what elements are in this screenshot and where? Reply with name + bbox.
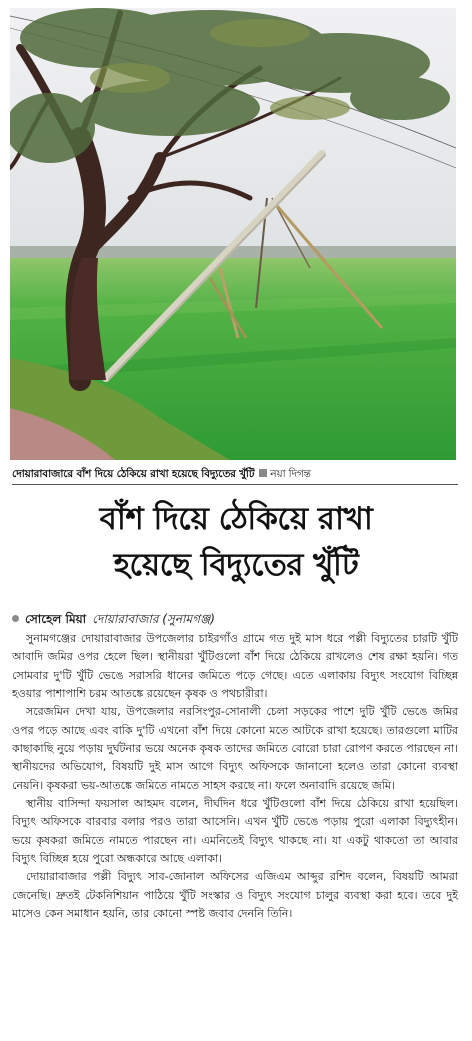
- headline-line: হয়েছে বিদ্যুতের খুঁটি: [113, 547, 359, 583]
- paragraph: স্থানীয় বাসিন্দা ফয়সাল আহমদ বলেন, দীর্ঘদিন ধরে খুঁটিগুলো বাঁশ দিয়ে ঠেকিয়ে রাখা হয়েছিল। বিদ্যুৎ অফিসকে বারবার বলার পরও তারা আসেনি। এখন খুঁটি ভেঙে পড়ায় পুরো এলাকা বিদ্যুৎহীন। ভয়ে কৃষকরা জমিতে নামতে পারছেন না। এমনিতেই বিদ্যুৎ থাকছে না। যা একটু থাকতো তা আবার বিদ্যুৎ বিচ্ছিন্ন হয়ে পুরো অন্ধকারে আছে এলাকা।: [12, 797, 458, 866]
- dateline: দোয়ারাবাজার (সুনামগঞ্জ): [92, 612, 215, 626]
- article-body: [12, 630, 458, 924]
- paragraph: সরেজমিন দেখা যায়, উপজেলার নরসিংপুর-সোনালী চেলা সড়কের পাশে দুটি খুঁটি ভেঙে জমির ওপর পড়ে আছে এবং বাকি দু'টি এখনো বাঁশ দিয়ে কোনো মতে আটকে রাখা হয়েছে। তারগুলো মাটির কাছাকাছি নুয়ে পড়ায় দুর্ঘটনার ভয়ে অনেক কৃষক তাদের জমিতে বোরো চারা রোপণ করতে পারছেন না। স্থানীয়দের অভিযোগ, বিষয়টি দুই মাস আগে বিদ্যুৎ অফিসকে জানানো হলেও তারা কোনো ব্যবস্থা নেয়নি। কৃষকরা ভয়-আতঙ্কে জমিতে নামতে সাহস করছে না। ফলে অনাবাদি রয়েছে জমি।: [12, 705, 458, 792]
- news-photo: [10, 8, 456, 460]
- paragraph: সুনামগঞ্জের দোয়ারাবাজার উপজেলার চাইরগাঁও গ্রামে গত দুই মাস ধরে পল্লী বিদ্যুতের চারটি খুঁটি আবাদি জমির ওপর হেলে ছিল। স্থানীয়রা খুঁটিগুলো বাঁশ দিয়ে ঠেকিয়ে রাখলেও শেষ রক্ষা হয়নি। গত সোমবার দু'টি খুঁটি ভেঙে সরাসরি ধানের জমিতে পড়ে গেছে। এতে এলাকায় বিদ্যুৎ সংযোগ বিচ্ছিন্ন হওয়ার পাশাপাশি চরম আতঙ্কে রয়েছেন কৃষক ও পথচারীরা।: [12, 632, 458, 701]
- author-name: সোহেল মিয়া: [25, 612, 87, 626]
- divider: [12, 484, 458, 485]
- bullet-icon: [12, 615, 19, 622]
- caption-text: দোয়ারাবাজারে বাঁশ দিয়ে ঠেকিয়ে রাখা হয়েছে বিদ্যুতের খুঁটি: [12, 468, 255, 480]
- headline-line: বাঁশ দিয়ে ঠেকিয়ে রাখা: [99, 501, 373, 537]
- caption-source: নয়া দিগন্ত: [270, 468, 311, 480]
- byline: [12, 611, 458, 627]
- photo-caption: [12, 466, 458, 482]
- headline: [10, 496, 462, 588]
- square-icon: [259, 469, 267, 477]
- paragraph: দোয়ারাবাজার পল্লী বিদ্যুৎ সাব-জোনাল অফিসের এজিএম আব্দুর রশিদ বলেন, বিষয়টি আমরা জেনেছি। দ্রুতই টেকনিশিয়ান পাঠিয়ে খুঁটি সংস্কার ও বিদ্যুৎ সংযোগ চালুর ব্যবস্থা করা হবে। তবে দুই মাসেও কেন সমাধান হয়নি, তার কোনো স্পষ্ট জবাব দেননি তিনি।: [12, 870, 458, 921]
